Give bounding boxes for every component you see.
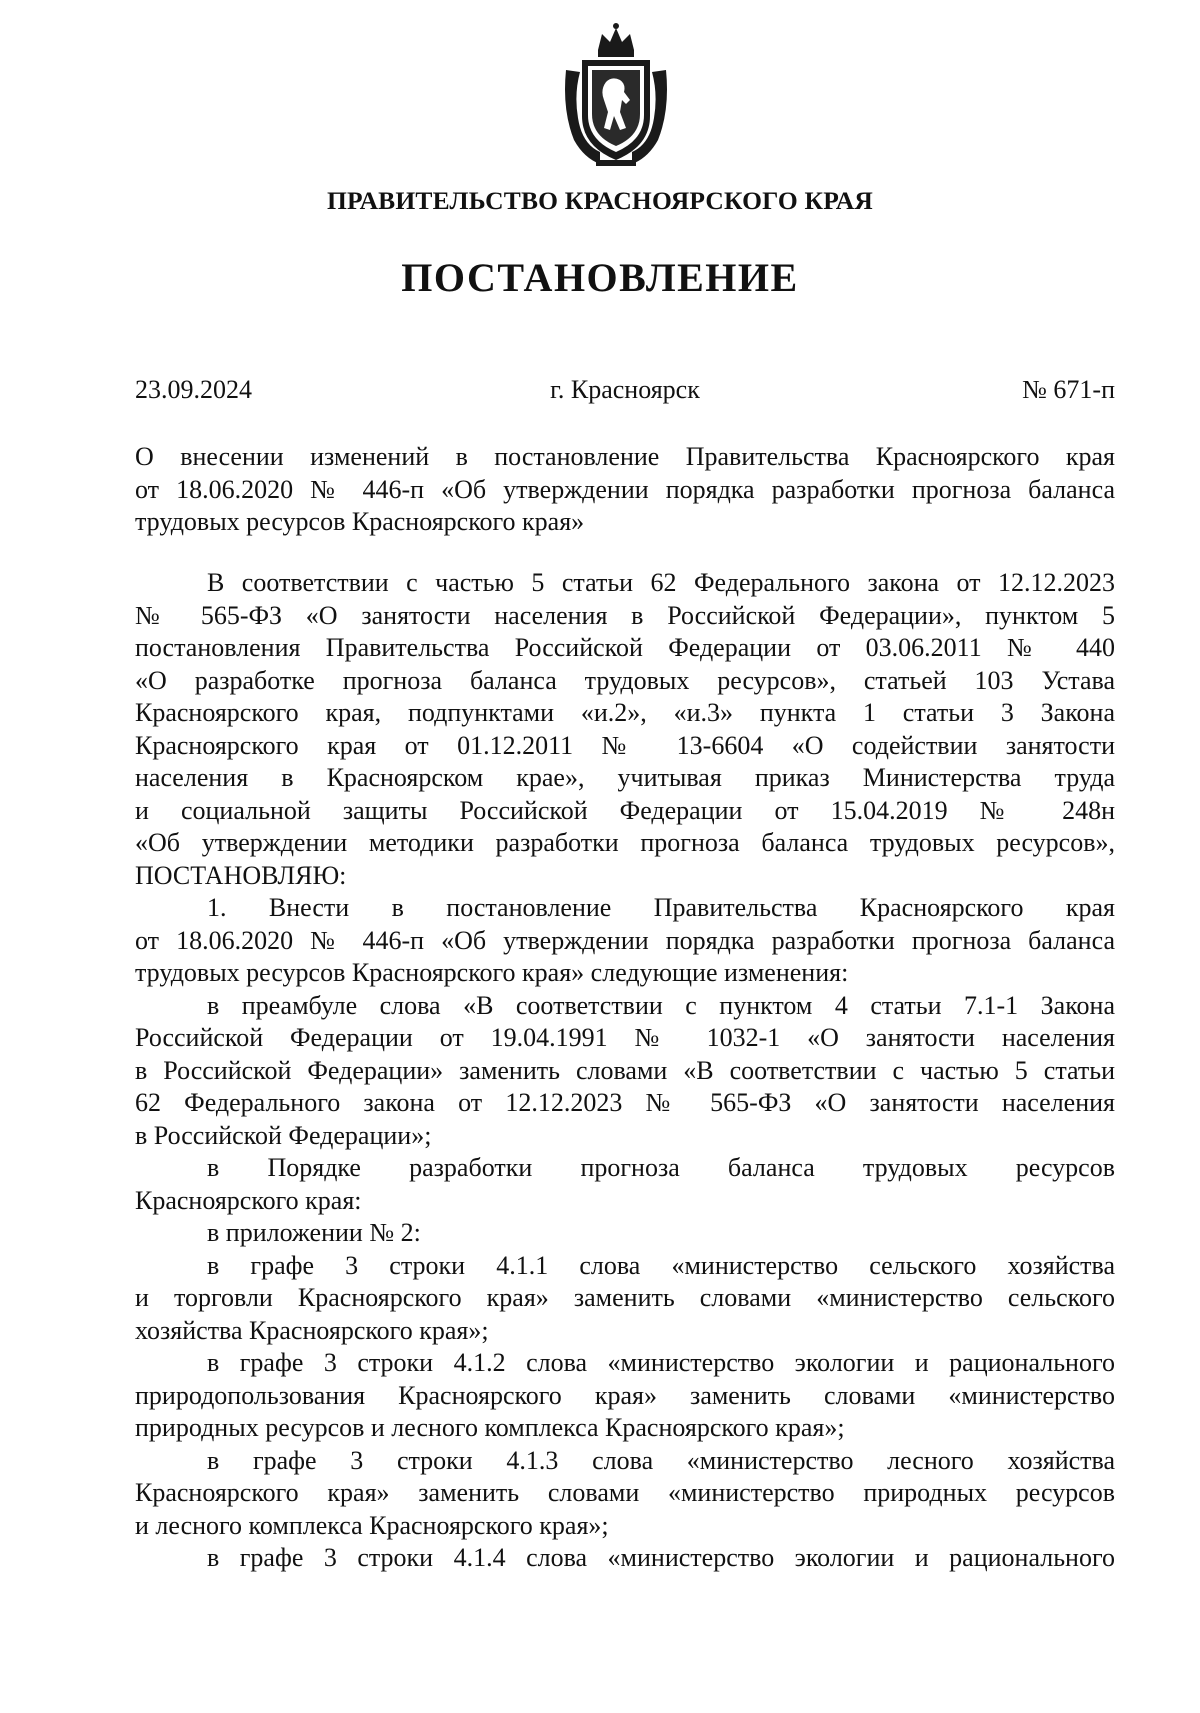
coat-of-arms-emblem [560,20,672,170]
body-line: и социальной защиты Российской Федерации от 15.04.2019 № 248н [135,795,1115,825]
body-line: населения в Красноярском крае», учитывая приказ Министерства труда [135,763,1115,792]
body-line: 1. Внести в постановление Правительства Красноярского края [207,893,1115,922]
body-line: в графе 3 строки 4.1.2 слова «министерство экологии и рационального [207,1348,1115,1377]
body-line: «Об утверждении методики разработки прогноза баланса трудовых ресурсов», [135,828,1115,857]
document-date: 23.09.2024 [135,375,252,404]
body-line: Российской Федерации от 19.04.1991 № 1032-1 «О занятости населения [135,1023,1115,1052]
body-line: хозяйства Красноярского края»; [135,1315,489,1345]
body-line: Красноярского края от 01.12.2011 № 13-6604 «О содействии занятости [135,730,1115,760]
organization-name: ПРАВИТЕЛЬСТВО КРАСНОЯРСКОГО КРАЯ [327,186,873,215]
body-line: Красноярского края» заменить словами «министерство природных ресурсов [135,1478,1115,1507]
document-subject [135,441,1115,539]
body-line: в Российской Федерации» заменить словами «В соответствии с частью 5 статьи [135,1055,1115,1085]
subject-line: трудовых ресурсов Красноярского края» [135,507,585,536]
body-line: трудовых ресурсов Красноярского края» следующие изменения: [135,958,849,987]
subject-line: О внесении изменений в постановление Правительства Красноярского края [135,442,1115,471]
body-line: в Порядке разработки прогноза баланса трудовых ресурсов [207,1153,1115,1182]
body-line: Красноярского края: [135,1185,362,1215]
body-line: постановления Правительства Российской Федерации от 03.06.2011 № 440 [135,633,1115,662]
body-line: № 565-ФЗ «О занятости населения в Российской Федерации», пунктом 5 [135,600,1115,630]
document-body [135,567,1115,1575]
resolution-heading: ПОСТАНОВЛЯЮ: [135,860,347,890]
document-type-title: ПОСТАНОВЛЕНИЕ [401,255,799,300]
body-line: в графе 3 строки 4.1.4 слова «министерство экологии и рационального [207,1543,1115,1572]
body-line: и лесного комплекса Красноярского края»; [135,1510,609,1540]
document-city: г. Красноярск [550,375,700,404]
body-line: природных ресурсов и лесного комплекса Красноярского края»; [135,1413,845,1442]
body-line: в приложении № 2: [207,1218,421,1247]
body-line: в графе 3 строки 4.1.3 слова «министерство лесного хозяйства [207,1445,1115,1475]
body-line: в преамбуле слова «В соответствии с пунктом 4 статьи 7.1-1 Закона [207,990,1115,1020]
document-meta-row [135,375,1115,409]
body-line: в графе 3 строки 4.1.1 слова «министерство сельского хозяйства [207,1250,1115,1280]
subject-line: от 18.06.2020 № 446-п «Об утверждении порядка разработки прогноза баланса [135,474,1115,504]
body-line: от 18.06.2020 № 446-п «Об утверждении порядка разработки прогноза баланса [135,925,1115,955]
body-line: «О разработке прогноза баланса трудовых ресурсов», статьей 103 Устава [135,665,1115,695]
body-line: В соответствии с частью 5 статьи 62 Федерального закона от 12.12.2023 [207,568,1115,597]
body-line: Красноярского края, подпунктами «и.2», «и.3» пункта 1 статьи 3 Закона [135,698,1115,727]
body-line: 62 Федерального закона от 12.12.2023 № 565-ФЗ «О занятости населения [135,1088,1115,1117]
body-line: в Российской Федерации»; [135,1120,432,1150]
body-line: и торговли Красноярского края» заменить словами «министерство сельского [135,1283,1115,1312]
document-number: № 671-п [1022,375,1115,404]
body-line: природопользования Красноярского края» заменить словами «министерство [135,1380,1115,1410]
